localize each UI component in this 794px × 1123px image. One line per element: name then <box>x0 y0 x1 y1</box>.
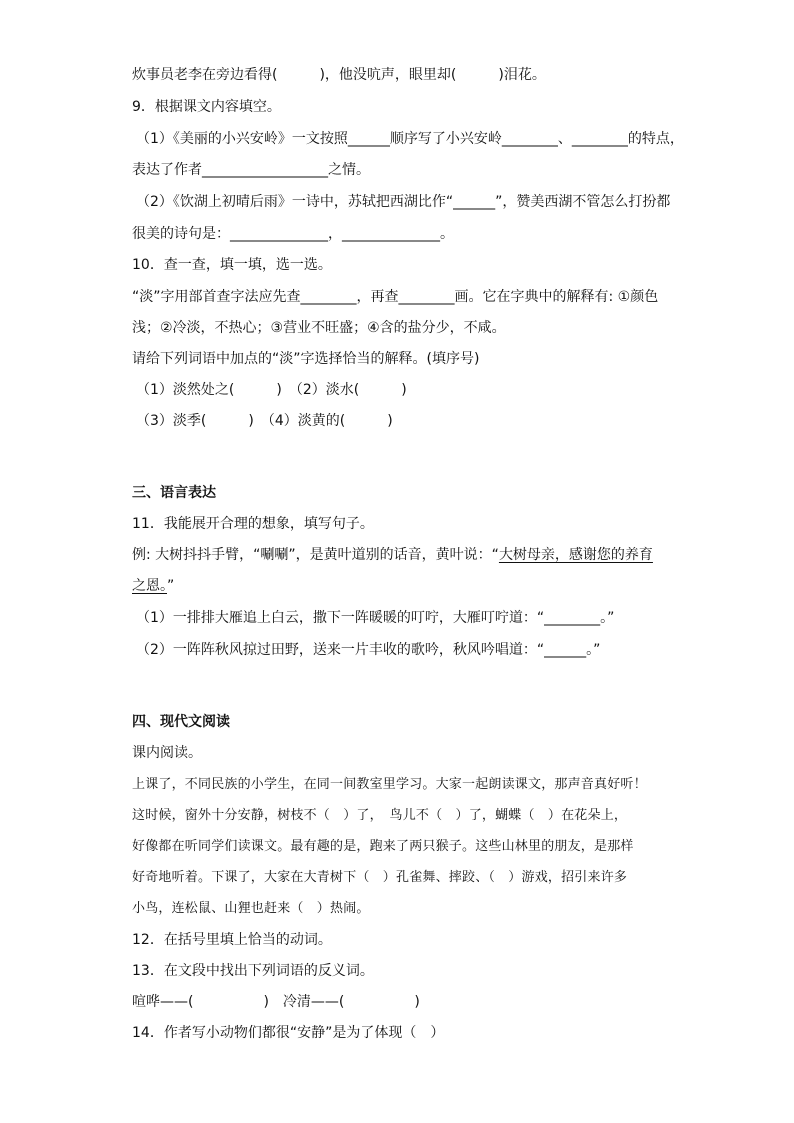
passage-line-5: 小鸟，连松鼠、山狸也赶来（ ）热闹。 <box>132 901 370 916</box>
q9-item2: （2）《饮湖上初晴后雨》一诗中，苏轼把西湖比作“______”，赞美西湖不管怎么打扮都 <box>136 194 671 210</box>
passage-line-3: 好像都在听同学们读课文。最有趣的是，跑来了两只猴子。这些山林里的朋友，是那样 <box>132 839 634 854</box>
reading-intro: 课内阅读。 <box>132 745 202 761</box>
section3-heading: 三、语言表达 <box>132 485 216 501</box>
q10-items-row1: （1）淡然处之( ) （2）淡水( ) <box>136 382 407 398</box>
q12-title: 12．在括号里填上恰当的动词。 <box>132 932 332 948</box>
passage-line-1: 上课了，不同民族的小学生，在同一间教室里学习。大家一起朗读课文，那声音真好听！ <box>132 777 647 792</box>
q10-items-row2: （3）淡季( ) （4）淡黄的( ) <box>136 413 393 429</box>
q11-item2: （2）一阵阵秋风掠过田野，送来一片丰收的歌吟，秋风吟唱道：“______。” <box>136 642 601 658</box>
q13-answers: 喧哗——( ) 冷清——( ) <box>132 994 420 1010</box>
q11-example <box>132 545 653 565</box>
q9-item1-cont: 表达了作者__________________之情。 <box>132 162 370 178</box>
q10-title: 10．查一查，填一填，选一选。 <box>132 257 332 273</box>
section4-heading: 四、现代文阅读 <box>132 714 230 730</box>
q11-title: 11．我能展开合理的想象，填写句子。 <box>132 516 374 532</box>
example-suffix: ” <box>167 578 175 594</box>
q11-item1: （1）一排排大雁追上白云，撒下一阵暖暖的叮咛，大雁叮咛道：“________。” <box>136 610 615 626</box>
q9-title: 9．根据课文内容填空。 <box>132 99 281 115</box>
example-prefix: 例: 大树抖抖手臂，“唰唰”，是黄叶道别的话音，黄叶说：“ <box>132 547 499 563</box>
passage-line-4: 好奇地听着。下课了，大家在大青树下（ ）孔雀舞、摔跤、（ ）游戏，招引来许多 <box>132 870 628 885</box>
q8-continuation: 炊事员老李在旁边看得( )，他没吭声，眼里却( )泪花。 <box>132 67 546 83</box>
example-answer-cont: 之恩。 <box>132 578 167 594</box>
q10-text-cont: 浅；②冷淡，不热心；③营业不旺盛；④含的盐分少，不咸。 <box>132 320 506 336</box>
q10-text: “淡”字用部首查字法应先查________，再查________画。它在字典中的解释有: ①颜色 <box>132 289 659 305</box>
q9-item2-cont: 很美的诗句是：______________，______________。 <box>132 226 454 242</box>
q13-title: 13．在文段中找出下列词语的反义词。 <box>132 963 374 979</box>
q11-example-cont <box>132 576 174 596</box>
q9-item1: （1）《美丽的小兴安岭》一文按照______顺序写了小兴安岭________、________的特点， <box>136 131 684 147</box>
q14-title: 14．作者写小动物们都很“安静”是为了体现（ ） <box>132 1025 445 1041</box>
q10-instruction: 请给下列词语中加点的“淡”字选择恰当的解释。(填序号) <box>132 351 480 367</box>
example-answer: 大树母亲，感谢您的养育 <box>498 547 653 563</box>
passage-line-2: 这时候，窗外十分安静，树枝不（ ）了， 鸟儿不（ ）了，蝴蝶（ ）在花朵上， <box>132 808 628 823</box>
